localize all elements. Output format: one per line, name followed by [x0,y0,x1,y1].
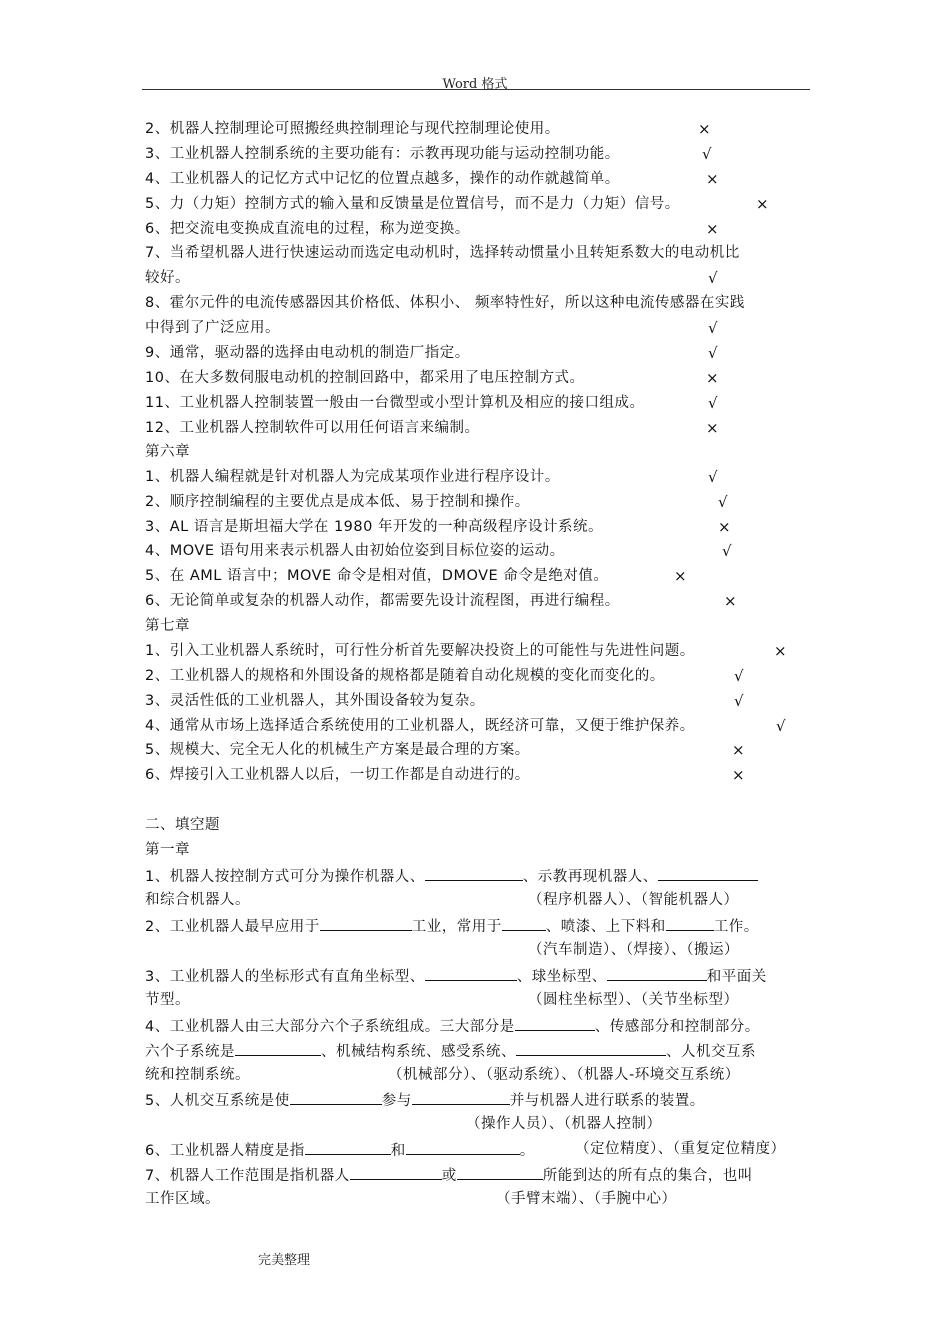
blank [425,966,517,981]
blank [412,1090,510,1105]
judge-mark: × [756,195,769,213]
fill-question [145,1090,705,1110]
header-rule [142,89,810,90]
blank [406,1140,520,1155]
judge-mark: × [706,170,719,188]
fill-answer: （圆柱坐标型）、（关节坐标型） [528,992,739,1008]
judge-item: 3、工业机器人控制系统的主要功能有：示教再现功能与运动控制功能。 [145,146,620,162]
fill-question [145,1165,753,1185]
judge-item: 4、工业机器人的记忆方式中记忆的位置点越多，操作的动作就越简单。 [145,171,620,187]
judge-mark: √ [708,468,718,486]
judge-item: 5、力（力矩）控制方式的输入量和反馈量是位置信号，而不是力（力矩）信号。 [145,196,680,212]
fill-question [145,866,758,886]
chapter-title: 第一章 [145,842,190,858]
judge-item: 6、焊接引入工业机器人以后，一切工作都是自动进行的。 [145,767,530,783]
text: 和平面关 [706,969,767,985]
blank [658,866,758,881]
judge-mark: √ [708,344,718,362]
judge-mark: √ [702,145,712,163]
blank [515,1016,595,1031]
judge-item: 5、规模大、完全无人化的机械生产方案是最合理的方案。 [145,742,530,758]
text: 、人机交互系 [666,1044,756,1060]
blank [502,916,546,931]
text: 1、机器人按控制方式可分为操作机器人、 [145,869,425,885]
judge-item: 2、工业机器人的规格和外围设备的规格都是随着自动化规模的变化而变化的。 [145,668,665,684]
judge-item: 1、引入工业机器人系统时，可行性分析首先要解决投资上的可能性与先进性问题。 [145,643,695,659]
text: 六个子系统是 [145,1044,235,1060]
blank [457,1165,543,1180]
section-title: 二、填空题 [145,817,220,833]
text: 或 [441,1168,457,1184]
fill-question [145,1016,760,1036]
text: 、喷漆、上下料和 [545,919,666,935]
judge-item: 4、通常从市场上选择适合系统使用的工业机器人，既经济可靠，又便于维护保养。 [145,718,695,734]
judge-mark: × [706,419,719,437]
text: 、示教再现机器人、 [522,869,658,885]
judge-mark: √ [734,692,744,710]
blank [607,966,707,981]
fill-answer: （手臂末端）、（手腕中心） [496,1191,677,1207]
fill-question-cont: 和综合机器人。 [145,892,250,908]
fill-question-cont: 节型。 [145,992,190,1008]
text: 参与 [381,1093,412,1109]
judge-mark: √ [776,717,786,735]
chapter-title: 第六章 [145,444,190,460]
text: 、传感部分和控制部分。 [594,1019,760,1035]
judge-item: 2、机器人控制理论可照搬经典控制理论与现代控制理论使用。 [145,121,560,137]
blank [425,866,523,881]
judge-mark: × [732,766,745,784]
fill-answer: （定位精度）、（重复定位精度） [575,1141,786,1157]
judge-item-cont: 中得到了广泛应用。 [145,320,280,336]
page-footer: 完美整理 [258,1253,311,1268]
judge-item: 6、无论简单或复杂的机器人动作，都需要先设计流程图，再进行编程。 [145,593,620,609]
judge-item: 2、顺序控制编程的主要优点是成本低、易于控制和操作。 [145,494,530,510]
judge-mark: √ [734,667,744,685]
judge-item: 7、当希望机器人进行快速运动而选定电动机时，选择转动惯量小且转矩系数大的电动机比 [145,245,740,261]
judge-mark: × [698,120,711,138]
judge-mark: × [718,518,731,536]
text: 。 [519,1143,535,1159]
text: 6、工业机器人精度是指 [145,1143,305,1159]
judge-mark: √ [722,542,732,560]
judge-item: 6、把交流电变换成直流电的过程，称为逆变换。 [145,221,470,237]
fill-question-cont [145,1041,756,1061]
chapter-title: 第七章 [145,618,190,634]
judge-mark: √ [718,493,728,511]
judge-item: 3、灵活性低的工业机器人，其外围设备较为复杂。 [145,693,485,709]
fill-question [145,1140,535,1160]
judge-item-cont: 较好。 [145,270,190,286]
fill-answer: （操作人员）、（机器人控制） [466,1116,662,1132]
blank [350,1165,442,1180]
fill-answer: （汽车制造）、（焊接）、（搬运） [528,942,739,958]
judge-item: 5、在 AML 语言中；MOVE 命令是相对值，DMOVE 命令是绝对值。 [145,568,609,584]
judge-mark: × [706,220,719,238]
fill-question-cont: 工作区域。 [145,1191,220,1207]
judge-item: 3、AL 语言是斯坦福大学在 1980 年开发的一种高级程序设计系统。 [145,519,603,535]
judge-item: 9、通常，驱动器的选择由电动机的制造厂指定。 [145,345,470,361]
text: 、球坐标型、 [516,969,607,985]
text: 7、机器人工作范围是指机器人 [145,1168,350,1184]
judge-mark: √ [708,319,718,337]
fill-answer: （程序机器人）、（智能机器人） [528,892,739,908]
judge-item: 1、机器人编程就是针对机器人为完成某项作业进行程序设计。 [145,469,560,485]
judge-item: 12、工业机器人控制软件可以用任何语言来编制。 [145,420,480,436]
text: 并与机器人进行联系的装置。 [509,1093,705,1109]
judge-mark: × [774,642,787,660]
judge-mark: √ [708,269,718,287]
blank [320,916,412,931]
blank [516,1041,666,1056]
blank [666,916,714,931]
judge-item: 11、工业机器人控制装置一般由一台微型或小型计算机及相应的接口组成。 [145,395,645,411]
text: 和 [390,1143,406,1159]
text: 4、工业机器人由三大部分六个子系统组成。三大部分是 [145,1019,515,1035]
text: 工作。 [713,919,759,935]
blank [290,1090,382,1105]
judge-mark: × [732,741,745,759]
judge-item: 10、在大多数伺服电动机的控制回路中，都采用了电压控制方式。 [145,370,585,386]
text: 5、人机交互系统是使 [145,1093,290,1109]
page-header: Word 格式 [442,77,508,92]
text: 工业，常用于 [411,919,502,935]
text: 2、工业机器人最早应用于 [145,919,320,935]
fill-question-cont: 统和控制系统。 [145,1067,250,1083]
text: 、机械结构系统、感受系统、 [321,1044,516,1060]
judge-mark: × [724,592,737,610]
fill-question [145,966,767,986]
blank [235,1041,321,1056]
text: 所能到达的所有点的集合，也叫 [542,1168,753,1184]
text: 3、工业机器人的坐标形式有直角坐标型、 [145,969,425,985]
judge-mark: √ [708,394,718,412]
judge-item: 8、霍尔元件的电流传感器因其价格低、体积小、 频率特性好，所以这种电流传感器在实践 [145,295,745,311]
judge-item: 4、MOVE 语句用来表示机器人由初始位姿到目标位姿的运动。 [145,543,565,559]
judge-mark: × [674,567,687,585]
judge-mark: × [706,369,719,387]
fill-answer: （机械部分）、（驱动系统）、（机器人-环境交互系统） [388,1067,740,1083]
fill-question [145,916,759,936]
blank [305,1140,391,1155]
